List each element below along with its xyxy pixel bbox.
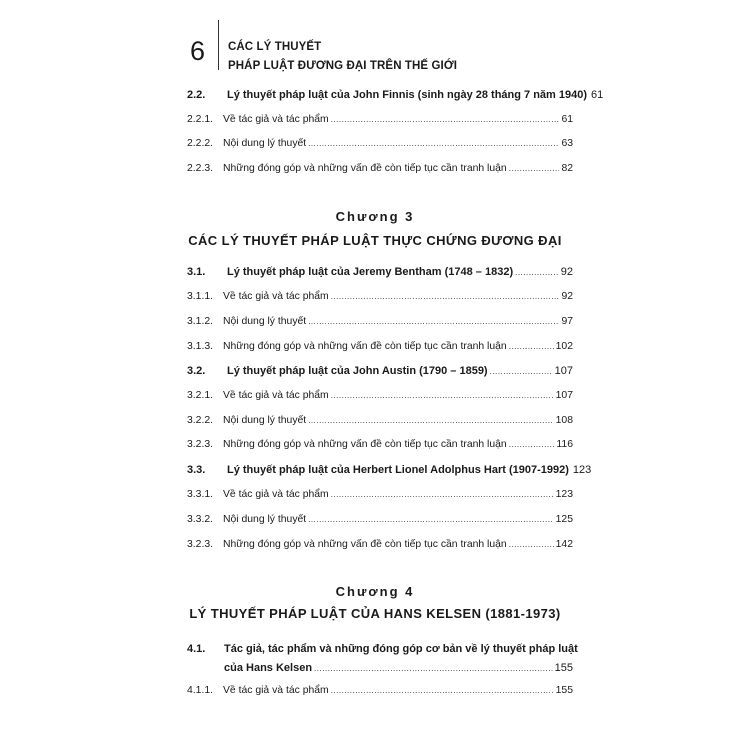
dot-leader <box>331 113 560 127</box>
entry-title: Nội dung lý thuyết <box>223 415 307 426</box>
entry-title: Về tác giả và tác phẩm <box>223 114 329 125</box>
entry-number: 3.3. <box>187 464 206 476</box>
toc-entry-3-1-3[interactable] <box>187 340 573 354</box>
toc-entry-3-1[interactable] <box>187 265 573 279</box>
running-title <box>228 38 457 76</box>
entry-number: 3.2.3. <box>187 439 213 450</box>
toc-entry-3-2-2[interactable] <box>187 414 573 428</box>
toc-entry-3-2-3[interactable] <box>187 438 573 452</box>
entry-title: Lý thuyết pháp luật của John Austin (1790 – 1859) <box>227 365 488 377</box>
toc-entry-3-3-2[interactable] <box>187 513 573 527</box>
entry-title: Lý thuyết pháp luật của Jeremy Bentham (1748 – 1832) <box>227 266 514 278</box>
entry-page: 61 <box>591 89 604 101</box>
running-title-line2: PHÁP LUẬT ĐƯƠNG ĐẠI TRÊN THẾ GIỚI <box>228 60 458 72</box>
dot-leader <box>515 266 559 280</box>
entry-number: 3.2.1. <box>187 390 213 401</box>
toc-entry-2-2-1[interactable] <box>187 113 573 127</box>
entry-page: 108 <box>555 415 573 426</box>
dot-leader <box>308 513 553 527</box>
dot-leader <box>331 684 554 698</box>
entry-number: 3.2.3. <box>187 539 213 550</box>
toc-entry-3-2[interactable] <box>187 364 573 378</box>
chapter-3-title: CÁC LÝ THUYẾT PHÁP LUẬT THỰC CHỨNG ĐƯƠNG ĐẠI <box>188 233 562 248</box>
entry-number: 2.2.3. <box>187 163 213 174</box>
entry-page: 92 <box>561 291 573 302</box>
dot-leader <box>490 365 553 379</box>
toc-entry-2-2-3[interactable] <box>187 162 573 176</box>
entry-page: 155 <box>555 685 573 696</box>
header-divider <box>218 20 219 70</box>
dot-leader <box>331 290 560 304</box>
dot-leader <box>308 315 559 329</box>
dot-leader <box>331 488 554 502</box>
chapter-4-label: Chương 4 <box>335 584 415 599</box>
toc-entry-3-2-1[interactable] <box>187 389 573 403</box>
entry-title: Lý thuyết pháp luật của Herbert Lionel Adolphus Hart (1907-1992) <box>227 464 569 476</box>
toc-entry-2-2[interactable] <box>187 88 604 102</box>
toc-entry-3-3-1[interactable] <box>187 488 573 502</box>
entry-number: 2.2. <box>187 89 206 101</box>
entry-number: 3.1.1. <box>187 291 213 302</box>
entry-title: Nội dung lý thuyết <box>223 316 307 327</box>
entry-title: Về tác giả và tác phẩm <box>223 685 329 696</box>
entry-title: Về tác giả và tác phẩm <box>223 390 329 401</box>
entry-number: 3.1. <box>187 266 206 278</box>
dot-leader <box>509 162 560 176</box>
entry-number: 3.2.2. <box>187 415 213 426</box>
chapter-3-label: Chương 3 <box>335 209 415 224</box>
entry-page: 82 <box>561 163 573 174</box>
entry-page: 97 <box>561 316 573 327</box>
dot-leader <box>308 137 559 151</box>
entry-title: Những đóng góp và những vấn đề còn tiếp tục cần tranh luận <box>223 539 507 550</box>
toc-entry-2-2-2[interactable] <box>187 137 573 151</box>
dot-leader <box>509 538 554 552</box>
entry-title: Những đóng góp và những vấn đề còn tiếp tục cần tranh luận <box>223 341 507 352</box>
entry-number: 4.1. <box>187 643 206 655</box>
dot-leader <box>308 414 553 428</box>
entry-number: 3.3.1. <box>187 489 213 500</box>
toc-entry-3-3[interactable] <box>187 463 592 477</box>
running-title-line1: CÁC LÝ THUYẾT <box>228 41 322 53</box>
chapter-4-title: LÝ THUYẾT PHÁP LUẬT CỦA HANS KELSEN (1881-1973) <box>189 606 561 621</box>
entry-page: 107 <box>554 365 573 377</box>
entry-number: 4.1.1. <box>187 685 213 696</box>
dot-leader <box>509 438 555 452</box>
entry-number: 3.3.2. <box>187 514 213 525</box>
entry-title-line2: của Hans Kelsen <box>224 662 313 674</box>
entry-page: 92 <box>560 266 573 278</box>
entry-page: 123 <box>572 464 592 476</box>
entry-page: 116 <box>556 439 573 450</box>
dot-leader <box>509 340 554 354</box>
entry-page: 125 <box>555 514 573 525</box>
entry-page: 107 <box>555 390 573 401</box>
dot-leader <box>314 660 553 677</box>
entry-number: 3.1.2. <box>187 316 213 327</box>
toc-entry-4-1-1[interactable] <box>187 684 573 698</box>
entry-number: 2.2.2. <box>187 138 213 149</box>
toc-entry-4-1[interactable] <box>187 641 578 677</box>
entry-page: 61 <box>561 114 573 125</box>
entry-title: Những đóng góp và những vấn đề còn tiếp tục cần tranh luận <box>223 163 507 174</box>
entry-title: Về tác giả và tác phẩm <box>223 489 329 500</box>
entry-title-line1: Tác giả, tác phẩm và những đóng góp cơ bản về lý thuyết pháp luật <box>224 643 578 655</box>
entry-page: 155 <box>554 662 573 674</box>
entry-number: 2.2.1. <box>187 114 213 125</box>
entry-title: Những đóng góp và những vấn đề còn tiếp tục cần tranh luận <box>223 439 507 450</box>
page-number: 6 <box>190 36 206 66</box>
entry-page: 63 <box>561 138 573 149</box>
toc-entry-3-1-1[interactable] <box>187 290 573 304</box>
entry-number: 3.1.3. <box>187 341 213 352</box>
toc-entry-3-3-3[interactable] <box>187 538 573 552</box>
entry-number: 3.2. <box>187 365 206 377</box>
toc-entry-3-1-2[interactable] <box>187 315 573 329</box>
entry-page: 142 <box>555 539 573 550</box>
entry-page: 102 <box>555 341 573 352</box>
entry-page: 123 <box>555 489 573 500</box>
dot-leader <box>331 389 554 403</box>
entry-title: Nội dung lý thuyết <box>223 514 307 525</box>
entry-title: Nội dung lý thuyết <box>223 138 307 149</box>
entry-title: Lý thuyết pháp luật của John Finnis (sinh ngày 28 tháng 7 năm 1940) <box>227 89 588 101</box>
entry-title: Về tác giả và tác phẩm <box>223 291 329 302</box>
